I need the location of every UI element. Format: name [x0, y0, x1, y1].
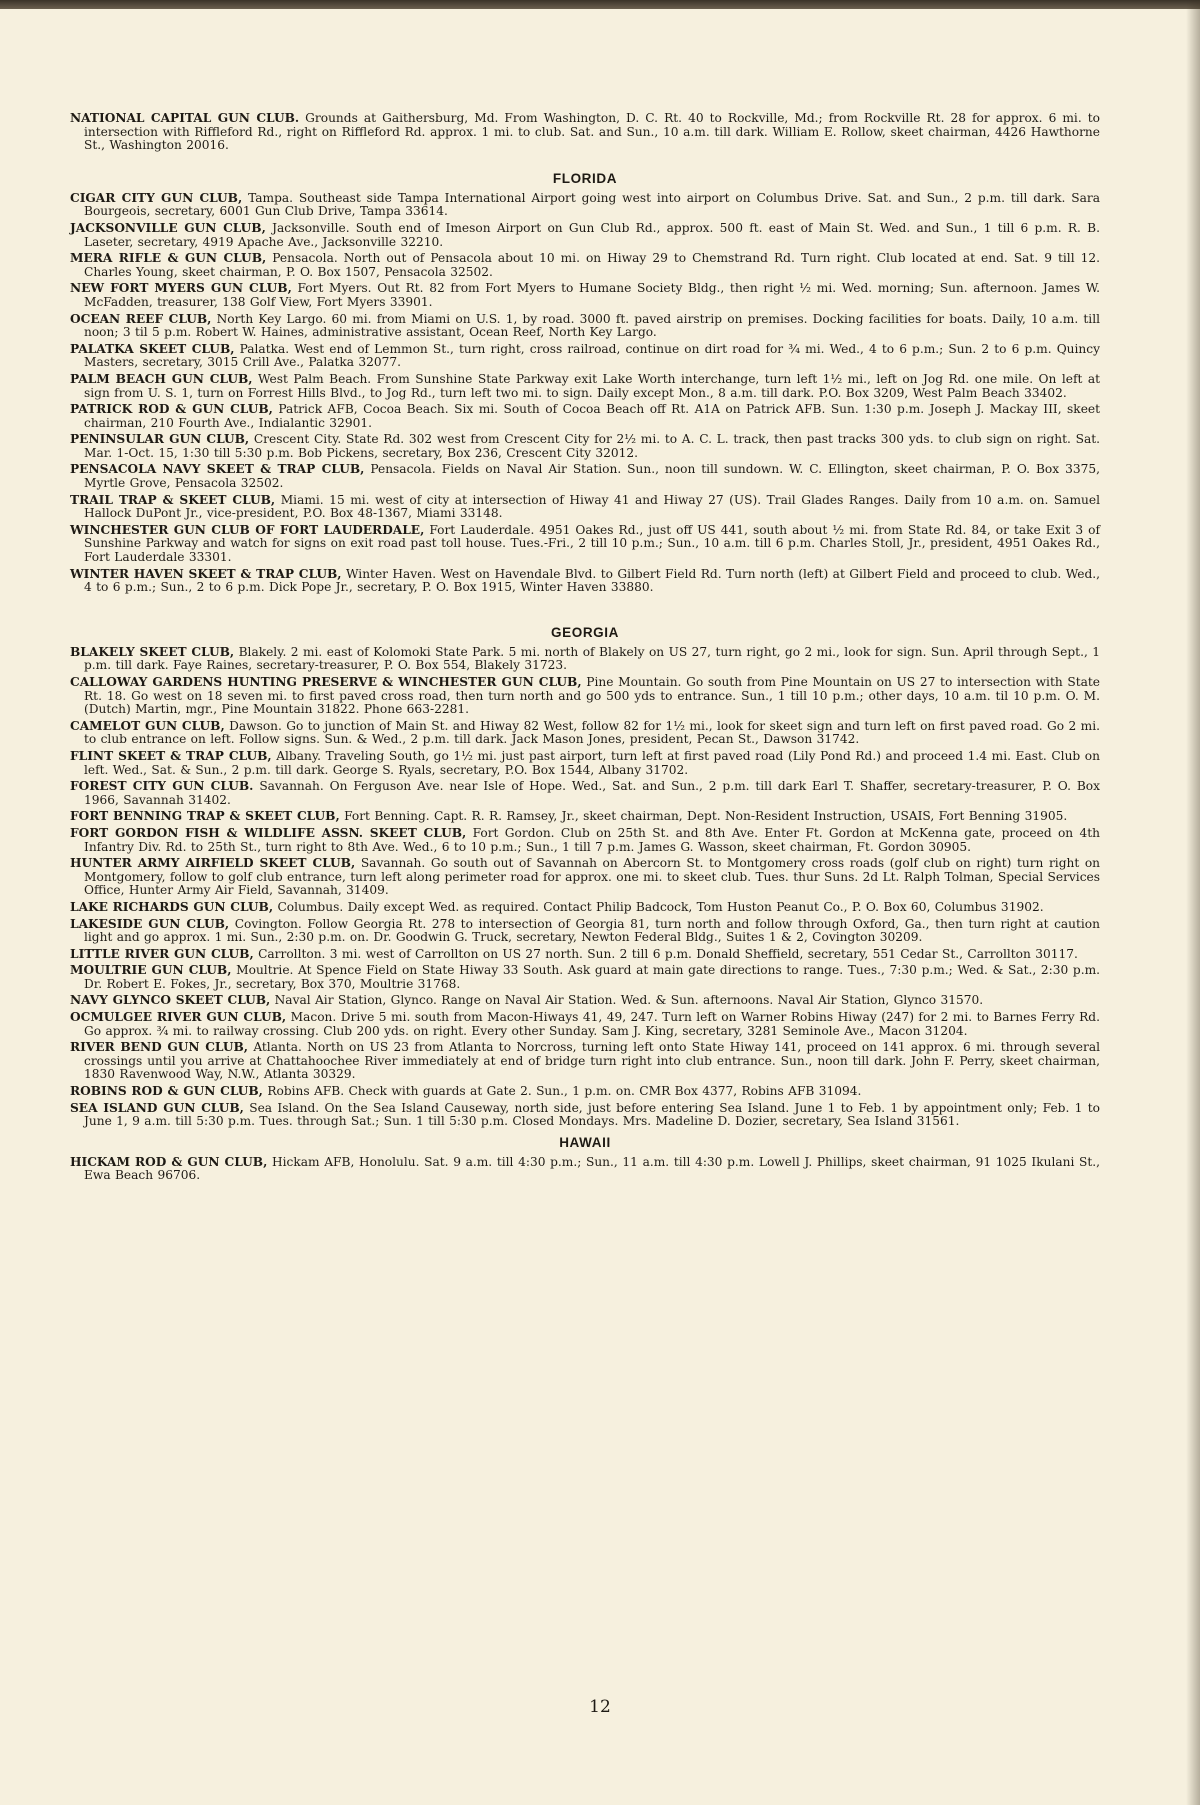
- club-details: Crescent City. State Rd. 302 west from Crescent City for 2½ mi. to A. C. L. track, then past tracks 300 yds. to club sign on right. Sat. Mar. 1-Oct. 15, 1:30 till 5:30 p.m. Bob Pickens, secretary, Box 236, Crescent City 32012.: [84, 432, 1100, 460]
- club-entry: [70, 1085, 1100, 1099]
- club-entry: [70, 646, 1100, 673]
- club-name: LAKESIDE GUN CLUB,: [70, 916, 230, 931]
- club-entry: [70, 313, 1100, 340]
- club-name: OCEAN REEF CLUB,: [70, 311, 212, 326]
- club-entry: [70, 1041, 1100, 1082]
- club-name: SEA ISLAND GUN CLUB,: [70, 1100, 244, 1115]
- page-edge-shadow: [1186, 0, 1200, 1805]
- club-details: Blakely. 2 mi. east of Kolomoki State Park. 5 mi. north of Blakely on US 27, turn right, go 2 mi., look for sign. Sun. April through Sept., 1 p.m. till dark. Faye Raines, secretary-treasurer, P. O. Box 554, Blakely 31723.: [84, 644, 1101, 673]
- club-name: PATRICK ROD & GUN CLUB,: [70, 402, 273, 417]
- club-entry: [70, 524, 1100, 565]
- club-details: Hickam AFB, Honolulu. Sat. 9 a.m. till 4:30 p.m.; Sun., 11 a.m. till 4:30 p.m. Lowell J. Phillips, skeet chairman, 91 1025 Ikulani St., Ewa Beach 96706.: [84, 1154, 1101, 1183]
- club-details: Sea Island. On the Sea Island Causeway, north side, just before entering Sea Island. June 1 to Feb. 1 by appointment only; Feb. 1 to June 1, 9 a.m. till 5:30 p.m. Tues. through Sat.; Sun. 1 till 5:30 p.m. Closed Mondays. Mrs. Madeline D. Dozier, secretary, Sea Island 31561.: [84, 1100, 1101, 1129]
- club-entry: [70, 192, 1100, 219]
- club-entry: [70, 750, 1100, 777]
- club-name: CAMELOT GUN CLUB,: [70, 718, 225, 733]
- club-details: Covington. Follow Georgia Rt. 278 to intersection of Georgia 81, turn north and follow through Oxford, Ga., then turn right at caution light and go approx. 1 mi. Sun., 2:30 p.m. on. Dr. Goodwin G. Truck, secretary, Newton Federal Bldg., Suites 1 & 2, Covington 30209.: [84, 916, 1100, 945]
- club-details: Albany. Traveling South, go 1½ mi. just past airport, turn left at first paved road (Lily Pond Rd.) and proceed 1.4 mi. East. Club on left. Wed., Sat. & Sun., 2 p.m. till dark. George S. Ryals, secretary, P.O. Box 1544, Albany 31702.: [84, 748, 1100, 777]
- club-name: FOREST CITY GUN CLUB.: [70, 779, 254, 794]
- club-entry: [70, 964, 1100, 991]
- club-entry: [70, 343, 1100, 370]
- directory-page: [70, 112, 1100, 1186]
- club-entry: [70, 1102, 1100, 1129]
- club-name: NAVY GLYNCO SKEET CLUB,: [70, 993, 271, 1008]
- club-name: PENSACOLA NAVY SKEET & TRAP CLUB,: [70, 462, 365, 477]
- state-heading: HAWAII: [559, 1134, 611, 1150]
- club-entry: [70, 433, 1100, 460]
- club-entry: [70, 994, 1100, 1008]
- club-details: Moultrie. At Spence Field on State Hiway 33 South. Ask guard at main gate directions to range. Tues., 7:30 p.m.; Wed. & Sat., 2:30 p.m. Dr. Robert E. Fokes, Jr., secretary, Box 370, Moultrie 31768.: [84, 963, 1101, 991]
- club-entry: [70, 948, 1100, 962]
- club-entry: [70, 901, 1100, 915]
- club-name: HUNTER ARMY AIRFIELD SKEET CLUB,: [70, 856, 356, 871]
- club-name: ROBINS ROD & GUN CLUB,: [70, 1084, 263, 1099]
- club-entry: [70, 222, 1100, 249]
- club-name: WINTER HAVEN SKEET & TRAP CLUB,: [70, 566, 342, 581]
- page-number: 12: [589, 1697, 611, 1717]
- top-edge-rule: [0, 0, 1200, 9]
- club-details: Naval Air Station, Glynco. Range on Naval Air Station. Wed. & Sun. afternoons. Naval Air Station, Glynco 31570.: [274, 993, 984, 1008]
- club-name: PENINSULAR GUN CLUB,: [70, 432, 250, 447]
- club-details: Patrick AFB, Cocoa Beach. Six mi. South of Cocoa Beach off Rt. A1A on Patrick AFB. Sun. 1:30 p.m. Joseph J. Mackay III, skeet chairman, 210 Fourth Ave., Indialantic 32901.: [84, 402, 1101, 430]
- club-entry: [70, 857, 1100, 898]
- club-name: PALM BEACH GUN CLUB,: [70, 371, 253, 386]
- club-details: Miami. 15 mi. west of city at intersection of Hiway 41 and Hiway 27 (US). Trail Glades Ranges. Daily from 10 a.m. on. Samuel Hallock DuPont Jr., vice-president, P.O. Box 48-1367, Miami 33148.: [84, 492, 1101, 521]
- club-entry: [70, 827, 1100, 854]
- club-details: Palatka. West end of Lemmon St., turn right, cross railroad, continue on dirt road for ¾ mi. Wed., 4 to 6 p.m.; Sun. 2 to 6 p.m. Quincy Masters, secretary, 3015 Crill Ave., Palatka 32077.: [84, 341, 1100, 370]
- club-name: FLINT SKEET & TRAP CLUB,: [70, 748, 272, 763]
- club-details: West Palm Beach. From Sunshine State Parkway exit Lake Worth interchange, turn left 1½ mi., left on Jog Rd. one mile. On left at sign from U. S. 1, turn on Forrest Hills Blvd., to Jog Rd., turn left two mi. to sign. Daily except Mon., 8 a.m. till dark. P.O. Box 3209, West Palm Beach 33402.: [84, 371, 1100, 400]
- club-entry: [70, 282, 1100, 309]
- club-name: OCMULGEE RIVER GUN CLUB,: [70, 1010, 287, 1025]
- club-details: Carrollton. 3 mi. west of Carrollton on US 27 north. Sun. 2 till 6 p.m. Donald Sheffield, secretary, 551 Cedar St., Carrollton 30117.: [258, 946, 1078, 961]
- club-details: Jacksonville. South end of Imeson Airport on Gun Club Rd., approx. 500 ft. east of Main St. Wed. and Sun., 1 till 6 p.m. R. B. Laseter, secretary, 4919 Apache Ave., Jacksonville 32210.: [84, 220, 1100, 249]
- club-details: Savannah. Go south out of Savannah on Abercorn St. to Montgomery cross roads (golf club on right) turn right on Montgomery, follow to golf club entrance, turn left along perimeter road for approx. one mi. to skeet club. Tues. thur Suns. 2d Lt. Ralph Tolman, Special Services Office, Hunter Army Air Field, Savannah, 31409.: [84, 856, 1101, 898]
- state-sections: [70, 171, 1100, 1183]
- club-name: LAKE RICHARDS GUN CLUB,: [70, 899, 274, 914]
- club-entry: [70, 780, 1100, 807]
- club-name: HICKAM ROD & GUN CLUB,: [70, 1154, 268, 1169]
- club-name: LITTLE RIVER GUN CLUB,: [70, 946, 254, 961]
- club-details: Fort Benning. Capt. R. R. Ramsey, Jr., skeet chairman, Dept. Non-Resident Instruction, USAIS, Fort Benning 31905.: [344, 809, 1068, 824]
- club-name: MERA RIFLE & GUN CLUB,: [70, 251, 267, 266]
- club-details: Dawson. Go to junction of Main St. and Hiway 82 West, follow 82 for 1½ mi., look for skeet sign and turn left on first paved road. Go 2 mi. to club entrance on left. Follow signs. Sun. & Wed., 2 p.m. till dark. Jack Mason Jones, president, Pecan St., Dawson 31742.: [84, 718, 1100, 747]
- club-name: MOULTRIE GUN CLUB,: [70, 963, 232, 978]
- club-entry: [70, 252, 1100, 279]
- club-entry: [70, 918, 1100, 945]
- club-entry: [70, 1011, 1100, 1038]
- club-entry: [70, 403, 1100, 430]
- club-name: FORT GORDON FISH & WILDLIFE ASSN. SKEET CLUB,: [70, 825, 467, 840]
- club-details: Robins AFB. Check with guards at Gate 2. Sun., 1 p.m. on. CMR Box 4377, Robins AFB 31094.: [267, 1084, 862, 1099]
- club-details: Macon. Drive 5 mi. south from Macon-Hiways 41, 49, 247. Turn left on Warner Robins Hiway (247) for 2 mi. to Barnes Ferry Rd. Go approx. ¾ mi. to railway crossing. Club 200 yds. on right. Every other Sunday. Sam J. King, secretary, 3281 Seminole Ave., Macon 31204.: [84, 1010, 1100, 1038]
- club-entry: [70, 810, 1100, 824]
- club-details: Atlanta. North on US 23 from Atlanta to Norcross, turning left onto State Hiway 141, proceed on 141 approx. 6 mi. through several crossings until you arrive at Chattahoochee River immediately at end of bridge turn right into club entrance. Sun., noon till dark. John F. Perry, skeet chairman, 1830 Ravenwood Way, N.W., Atlanta 30329.: [84, 1040, 1100, 1082]
- club-details: Fort Myers. Out Rt. 82 from Fort Myers to Humane Society Bldg., then right ½ mi. Wed. morning; Sun. afternoon. James W. McFadden, treasurer, 138 Golf View, Fort Myers 33901.: [84, 281, 1101, 309]
- club-name: RIVER BEND GUN CLUB,: [70, 1040, 248, 1055]
- club-name: FORT BENNING TRAP & SKEET CLUB,: [70, 809, 340, 824]
- club-details: Winter Haven. West on Havendale Blvd. to Gilbert Field Rd. Turn north (left) at Gilbert Field and proceed to club. Wed., 4 to 6 p.m.; Sun., 2 to 6 p.m. Dick Pope Jr., secretary, P. O. Box 1915, Winter Haven 33880.: [84, 566, 1101, 595]
- club-details: North Key Largo. 60 mi. from Miami on U.S. 1, by road. 3000 ft. paved airstrip on premises. Docking facilities for boats. Daily, 10 a.m. till noon; 3 til 5 p.m. Robert W. Haines, administrative assistant, Ocean Reef, North Key Largo.: [84, 311, 1101, 340]
- club-details: Columbus. Daily except Wed. as required. Contact Philip Badcock, Tom Huston Peanut Co., P. O. Box 60, Columbus 31902.: [277, 899, 1044, 914]
- club-name: JACKSONVILLE GUN CLUB,: [70, 220, 266, 235]
- club-entry: [70, 463, 1100, 490]
- club-entry: [70, 494, 1100, 521]
- club-entry: [70, 568, 1100, 595]
- club-entry: [70, 720, 1100, 747]
- club-name: BLAKELY SKEET CLUB,: [70, 644, 235, 659]
- club-name: NEW FORT MYERS GUN CLUB,: [70, 281, 292, 296]
- club-entry: [70, 676, 1100, 717]
- club-details: Pine Mountain. Go south from Pine Mountain on US 27 to intersection with State Rt. 18. Go west on 18 seven mi. to first paved cross road, then turn north and go 500 yds to entrance. Sun., 1 till 10 p.m.; other days, 10 a.m. til 10 p.m. O. M. (Dutch) Martin, mgr., Pine Mountain 31822. Phone 663-2281.: [84, 675, 1101, 717]
- state-heading: GEORGIA: [551, 624, 619, 640]
- club-details: Tampa. Southeast side Tampa International Airport going west into airport on Columbus Drive. Sat. and Sun., 2 p.m. till dark. Sara Bourgeois, secretary, 6001 Gun Club Drive, Tampa 33614.: [84, 190, 1100, 219]
- club-entry: [70, 1156, 1100, 1183]
- club-details: Grounds at Gaithersburg, Md. From Washington, D. C. Rt. 40 to Rockville, Md.; from Rockville Rt. 28 for approx. 6 mi. to intersection with Riffleford Rd., right on Riffleford Rd. approx. 1 mi. to club. Sat. and Sun., 10 a.m. till dark. William E. Rollow, skeet chairman, 4426 Hawthorne St., Washington 20016.: [84, 111, 1100, 153]
- club-name: CALLOWAY GARDENS HUNTING PRESERVE & WINCHESTER GUN CLUB,: [70, 675, 582, 689]
- club-entry: [70, 373, 1100, 400]
- club-name: PALATKA SKEET CLUB,: [70, 341, 235, 356]
- club-details: Pensacola. Fields on Naval Air Station. Sun., noon till sundown. W. C. Ellington, skeet chairman, P. O. Box 3375, Myrtle Grove, Pensacola 32502.: [84, 462, 1100, 491]
- club-name: TRAIL TRAP & SKEET CLUB,: [70, 492, 276, 507]
- club-details: Fort Lauderdale. 4951 Oakes Rd., just off US 441, south about ½ mi. from State Rd. 84, or take Exit 3 of Sunshine Parkway and watch for signs on exit road past toll house. Tues.-Fri., 2 till 10 p.m.; Sun., 10 a.m. till 6 p.m. Charles Stoll, Jr., president, 4951 Oakes Rd., Fort Lauderdale 33301.: [84, 522, 1100, 565]
- club-details: Pensacola. North out of Pensacola about 10 mi. on Hiway 29 to Chemstrand Rd. Turn right. Club located at end. Sat. 9 till 12. Charles Young, skeet chairman, P. O. Box 1507, Pensacola 32502.: [84, 251, 1101, 279]
- club-details: Savannah. On Ferguson Ave. near Isle of Hope. Wed., Sat. and Sun., 2 p.m. till dark Earl T. Shaffer, secretary-treasurer, P. O. Box 1966, Savannah 31402.: [84, 779, 1101, 807]
- club-name: NATIONAL CAPITAL GUN CLUB.: [70, 111, 300, 125]
- club-entry-national-capital: [70, 112, 1100, 153]
- club-name: WINCHESTER GUN CLUB OF FORT LAUDERDALE,: [70, 522, 425, 537]
- state-heading: FLORIDA: [552, 170, 618, 186]
- club-details: Fort Gordon. Club on 25th St. and 8th Ave. Enter Ft. Gordon at McKenna gate, proceed on 4th Infantry Div. Rd. to 25th St., turn right to 8th Ave. Wed., 6 to 10 p.m.; Sun., 1 till 7 p.m. James G. Wasson, skeet chairman, Ft. Gordon 30905.: [84, 825, 1100, 854]
- club-name: CIGAR CITY GUN CLUB,: [70, 190, 243, 205]
